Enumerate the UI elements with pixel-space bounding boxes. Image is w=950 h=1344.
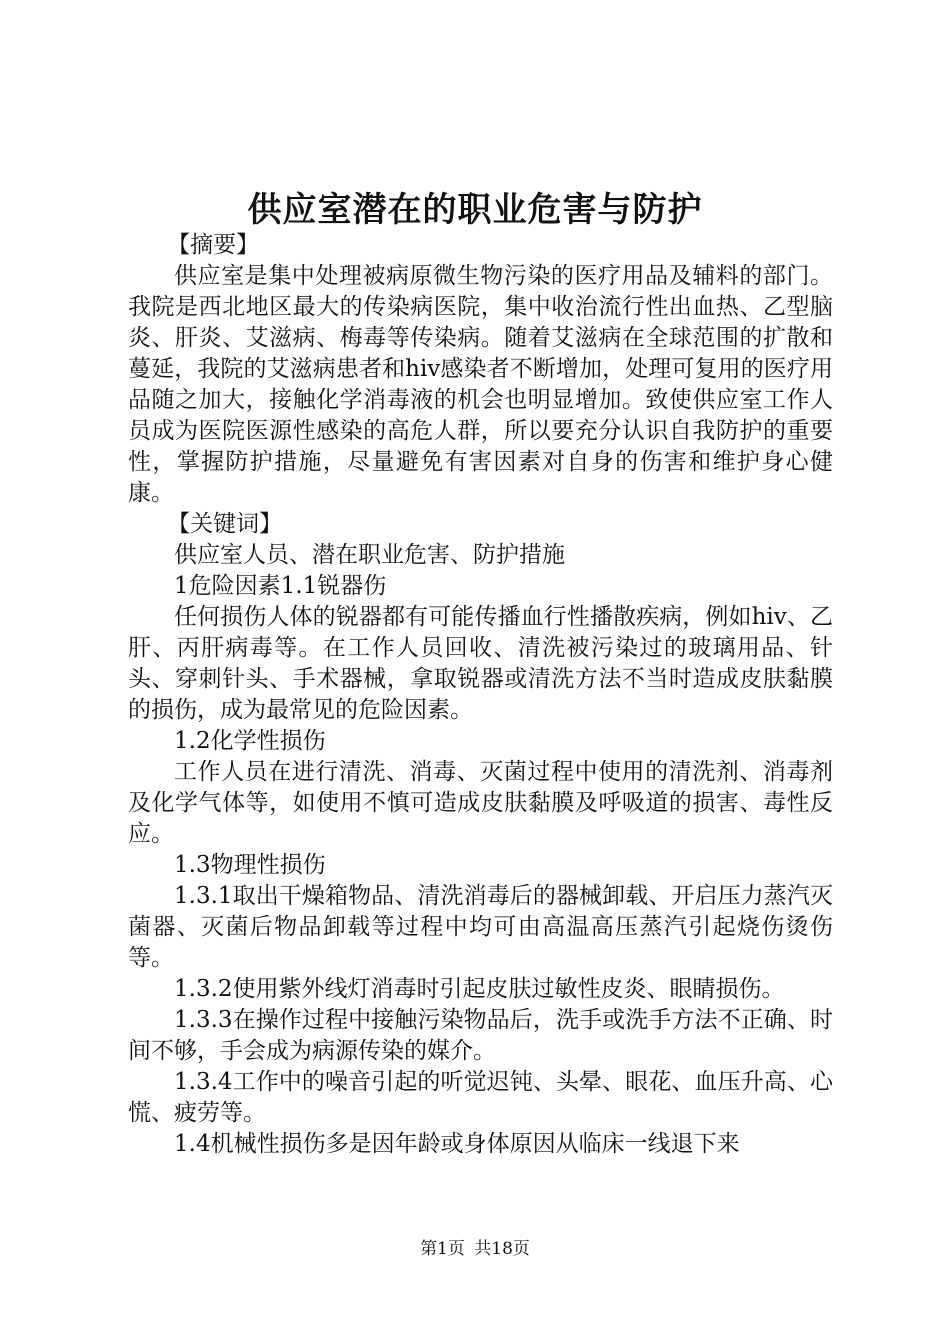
abstract-label: 【摘要】	[167, 232, 260, 258]
abstract-paragraph: 供应室是集中处理被病原微生物污染的医疗用品及辅料的部门。我院是西北地区最大的传染病医院，集中收治流行性出血热、乙型脑炎、肝炎、艾滋病、梅毒等传染病。随着艾滋病在全球范围的扩散和蔓延，我院的艾滋病患者和hiv感染者不断增加，处理可复用的医疗用品随之加大，接触化学消毒液的机会也明显增加。致使供应室工作人员成为医院医源性感染的高危人群，所以要充分认识自我防护的重要性，掌握防护措施，尽量避免有害因素对自身的伤害和维护身心健康。	[128, 263, 833, 506]
section-1-3-1-paragraph: 1.3.1取出干燥箱物品、清洗消毒后的器械卸载、开启压力蒸汽灭菌器、灭菌后物品卸载等过程中均可由高温高压蒸汽引起烧伤烫伤等。	[128, 883, 833, 971]
section-1-3-3-paragraph: 1.3.3在操作过程中接触污染物品后，洗手或洗手方法不正确、时间不够，手会成为病源传染的媒介。	[128, 1007, 833, 1064]
page-total: 共18页	[474, 1239, 530, 1259]
page-number: 第1页	[420, 1239, 465, 1259]
keywords-label: 【关键词】	[167, 511, 283, 537]
section-1-4-paragraph: 1.4机械性损伤多是因年龄或身体原因从临床一线退下来	[174, 1131, 740, 1157]
section-1-2-heading: 1.2化学性损伤	[174, 728, 326, 754]
section-1-3-2-paragraph: 1.3.2使用紫外线灯消毒时引起皮肤过敏性皮炎、眼睛损伤。	[174, 976, 785, 1002]
page-title: 供应室潜在的职业危害与防护	[247, 190, 703, 230]
keywords-paragraph: 供应室人员、潜在职业危害、防护措施	[174, 542, 565, 568]
section-1-3-heading: 1.3物理性损伤	[174, 852, 326, 878]
section-1-2-paragraph: 工作人员在进行清洗、消毒、灭菌过程中使用的清洗剂、消毒剂及化学气体等，如使用不慎可造成皮肤黏膜及呼吸道的损害、毒性反应。	[128, 759, 833, 847]
document-body	[128, 230, 833, 1160]
section-1-3-4-paragraph: 1.3.4工作中的噪音引起的听觉迟钝、头晕、眼花、血压升高、心慌、疲劳等。	[128, 1069, 833, 1126]
page-footer	[0, 1238, 950, 1260]
section-1-1-paragraph: 任何损伤人体的锐器都有可能传播血行性播散疾病，例如hiv、乙肝、丙肝病毒等。在工作人员回收、清洗被污染过的玻璃用品、针头、穿刺针头、手术器械，拿取锐器或清洗方法不当时造成皮肤黏膜的损伤，成为最常见的危险因素。	[128, 604, 833, 723]
section-1-1-heading: 1危险因素1.1锐器伤	[174, 573, 387, 599]
